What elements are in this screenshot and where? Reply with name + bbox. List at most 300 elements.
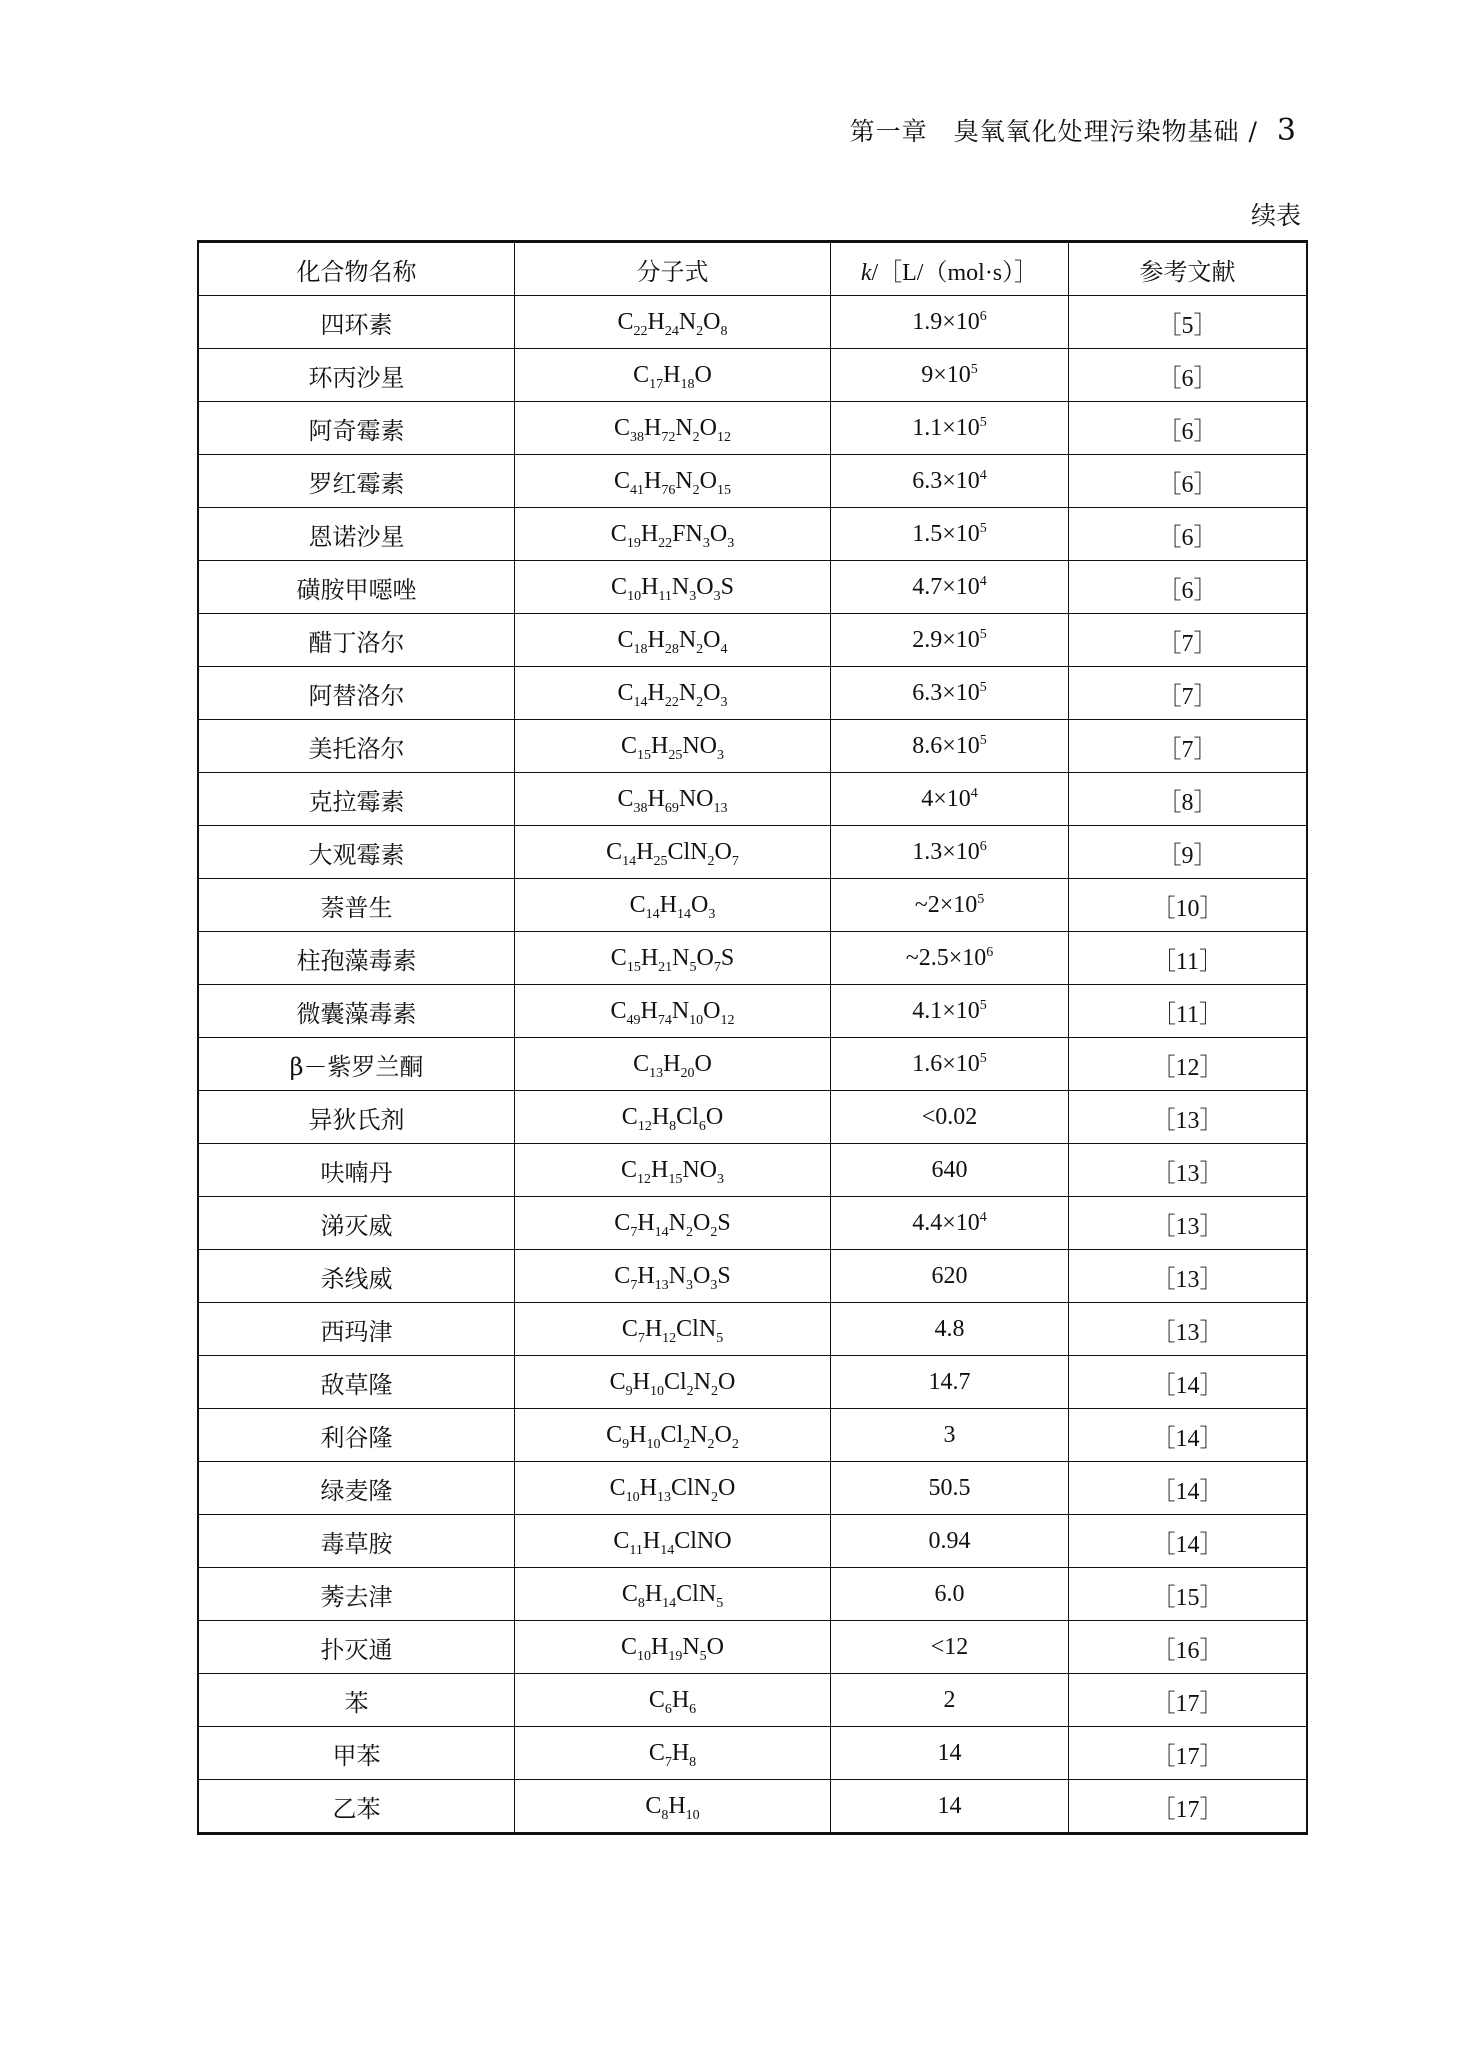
rate-exponent: 4 bbox=[979, 1209, 987, 1225]
reference-cell: ［11］ bbox=[1069, 932, 1308, 985]
compound-name-cell: 乙苯 bbox=[198, 1780, 515, 1834]
element-symbol: O bbox=[705, 1103, 724, 1130]
atom-count: 8 bbox=[720, 323, 728, 339]
reference-cell: ［15］ bbox=[1069, 1568, 1308, 1621]
rate-exponent: 5 bbox=[979, 520, 987, 536]
rate-value: 14 bbox=[937, 1792, 962, 1819]
atom-count: 14 bbox=[633, 694, 648, 710]
rate-constant-cell bbox=[831, 1780, 1069, 1834]
element-symbol: NO bbox=[678, 785, 714, 812]
atom-count: 8 bbox=[669, 1118, 677, 1134]
atom-count: 13 bbox=[713, 800, 728, 816]
times-ten: ×10 bbox=[942, 732, 980, 759]
element-symbol: C bbox=[633, 361, 650, 388]
element-symbol: H bbox=[651, 732, 669, 759]
formula-cell bbox=[515, 561, 831, 614]
times-ten: ×10 bbox=[939, 891, 978, 918]
rate-mantissa: 8.6 bbox=[912, 732, 943, 759]
rate-constant-cell bbox=[831, 296, 1069, 349]
rate-exponent: 5 bbox=[979, 732, 987, 748]
element-symbol: C bbox=[620, 732, 637, 759]
times-ten: ×10 bbox=[942, 573, 980, 600]
atom-count: 22 bbox=[658, 535, 673, 551]
element-symbol: C bbox=[648, 1686, 665, 1713]
compound-name-cell: 阿替洛尔 bbox=[198, 667, 515, 720]
atom-count: 12 bbox=[662, 1330, 677, 1346]
element-symbol: C bbox=[617, 626, 634, 653]
rate-constant-cell bbox=[831, 773, 1069, 826]
element-symbol: C bbox=[609, 1474, 626, 1501]
element-symbol: C bbox=[610, 944, 627, 971]
header-rate-constant bbox=[831, 242, 1069, 296]
element-symbol: C bbox=[617, 785, 634, 812]
element-symbol: C bbox=[610, 997, 627, 1024]
element-symbol: H bbox=[650, 1633, 669, 1660]
reference-cell: ［6］ bbox=[1069, 349, 1308, 402]
atom-count: 11 bbox=[658, 588, 672, 604]
formula-cell bbox=[515, 296, 831, 349]
rate-constant-cell bbox=[831, 1356, 1069, 1409]
atom-count: 12 bbox=[720, 1012, 735, 1028]
atom-count: 2 bbox=[711, 1383, 719, 1399]
atom-count: 10 bbox=[646, 1436, 661, 1452]
element-symbol: ClN bbox=[667, 838, 708, 865]
atom-count: 10 bbox=[689, 1012, 704, 1028]
element-symbol: N bbox=[678, 679, 697, 706]
element-symbol: H bbox=[640, 997, 658, 1024]
atom-count: 10 bbox=[649, 1383, 664, 1399]
atom-count: 13 bbox=[649, 1065, 664, 1081]
reference-cell: ［8］ bbox=[1069, 773, 1308, 826]
compound-name-cell: 萘普生 bbox=[198, 879, 515, 932]
element-symbol: H bbox=[647, 308, 665, 335]
compound-name-cell: 恩诺沙星 bbox=[198, 508, 515, 561]
table-row bbox=[198, 296, 1307, 349]
element-symbol: O bbox=[703, 308, 721, 335]
times-ten: ×10 bbox=[942, 626, 980, 653]
atom-count: 22 bbox=[633, 323, 648, 339]
atom-count: 9 bbox=[625, 1383, 633, 1399]
atom-count: 3 bbox=[710, 1277, 718, 1293]
compound-name-cell: 阿奇霉素 bbox=[198, 402, 515, 455]
rate-mantissa: 2.9 bbox=[912, 626, 943, 653]
element-symbol: N bbox=[678, 626, 697, 653]
compound-name-cell: 杀线威 bbox=[198, 1250, 515, 1303]
table-row bbox=[198, 455, 1307, 508]
running-head bbox=[850, 112, 1297, 148]
atom-count: 19 bbox=[626, 535, 641, 551]
table-row bbox=[198, 1462, 1307, 1515]
rate-exponent: 4 bbox=[970, 785, 978, 801]
compound-name-cell: 克拉霉素 bbox=[198, 773, 515, 826]
rate-mantissa: 4.7 bbox=[912, 573, 943, 600]
header-reference: 参考文献 bbox=[1069, 242, 1308, 296]
element-symbol: H bbox=[647, 679, 665, 706]
element-symbol: H bbox=[643, 467, 662, 494]
rate-constant-cell bbox=[831, 1409, 1069, 1462]
element-symbol: C bbox=[614, 1209, 631, 1236]
element-symbol: O bbox=[696, 573, 714, 600]
atom-count: 15 bbox=[717, 482, 732, 498]
table-row bbox=[198, 1621, 1307, 1674]
rate-constant-cell bbox=[831, 1091, 1069, 1144]
element-symbol: H bbox=[647, 626, 665, 653]
rate-mantissa: 1.5 bbox=[912, 520, 943, 547]
atom-count: 10 bbox=[625, 1489, 640, 1505]
atom-count: 15 bbox=[637, 747, 651, 763]
times-ten: ×10 bbox=[942, 520, 980, 547]
element-symbol: FN bbox=[672, 520, 703, 547]
rate-constant-cell bbox=[831, 508, 1069, 561]
element-symbol: C bbox=[606, 838, 623, 865]
atom-count: 14 bbox=[677, 906, 691, 922]
times-ten: ×10 bbox=[942, 838, 980, 865]
rate-value: <0.02 bbox=[921, 1103, 978, 1130]
table-row bbox=[198, 1409, 1307, 1462]
atom-count: 7 bbox=[637, 1330, 645, 1346]
rate-constant-cell bbox=[831, 455, 1069, 508]
element-symbol: H bbox=[651, 1103, 670, 1130]
rate-value: 620 bbox=[931, 1262, 968, 1289]
compound-name-cell: 大观霉素 bbox=[198, 826, 515, 879]
atom-count: 8 bbox=[689, 1754, 697, 1770]
times-ten: ×10 bbox=[933, 785, 971, 812]
atom-count: 14 bbox=[622, 853, 637, 869]
rate-exponent: 5 bbox=[979, 626, 987, 642]
table-row bbox=[198, 667, 1307, 720]
atom-count: 2 bbox=[686, 1383, 694, 1399]
formula-cell bbox=[515, 667, 831, 720]
atom-count: 5 bbox=[689, 959, 697, 975]
element-symbol: C bbox=[617, 679, 634, 706]
element-symbol: ClN bbox=[676, 1315, 717, 1342]
element-symbol: O bbox=[694, 1050, 712, 1077]
atom-count: 38 bbox=[629, 429, 644, 445]
running-title: 第一章 臭氧氧化处理污染物基础 / bbox=[849, 117, 1267, 146]
element-symbol: H bbox=[639, 1474, 657, 1501]
element-symbol: C bbox=[621, 1315, 638, 1342]
rate-constant-cell bbox=[831, 614, 1069, 667]
compound-name-cell: 微囊藻毒素 bbox=[198, 985, 515, 1038]
compound-name-cell: 涕灭威 bbox=[198, 1197, 515, 1250]
element-symbol: NO bbox=[682, 1156, 718, 1183]
element-symbol: C bbox=[629, 891, 646, 918]
table-row bbox=[198, 826, 1307, 879]
atom-count: 10 bbox=[685, 1807, 700, 1823]
rate-constant-cell bbox=[831, 1462, 1069, 1515]
compound-rate-table bbox=[197, 240, 1308, 1835]
reference-cell: ［7］ bbox=[1069, 667, 1308, 720]
rate-value: 14.7 bbox=[928, 1368, 971, 1395]
rate-constant-cell bbox=[831, 1144, 1069, 1197]
rate-mantissa: 1.6 bbox=[912, 1050, 943, 1077]
element-symbol: O bbox=[718, 1474, 736, 1501]
element-symbol: N bbox=[671, 997, 690, 1024]
atom-count: 17 bbox=[649, 376, 664, 392]
atom-count: 25 bbox=[668, 747, 683, 763]
atom-count: 25 bbox=[653, 853, 668, 869]
atom-count: 11 bbox=[629, 1542, 643, 1558]
atom-count: 2 bbox=[686, 1224, 693, 1240]
page-number: 3 bbox=[1276, 113, 1297, 148]
rate-constant-cell bbox=[831, 932, 1069, 985]
element-symbol: O bbox=[696, 944, 714, 971]
rate-value: 0.94 bbox=[928, 1527, 971, 1554]
rate-value: 640 bbox=[931, 1156, 968, 1183]
atom-count: 2 bbox=[707, 853, 715, 869]
reference-cell: ［6］ bbox=[1069, 508, 1308, 561]
table-row bbox=[198, 402, 1307, 455]
atom-count: 6 bbox=[689, 1701, 697, 1717]
formula-cell bbox=[515, 1727, 831, 1780]
rate-constant-cell bbox=[831, 1038, 1069, 1091]
rate-exponent: 6 bbox=[979, 308, 987, 324]
table-row bbox=[198, 508, 1307, 561]
rate-exponent: 5 bbox=[970, 361, 978, 377]
atom-count: 3 bbox=[686, 1277, 693, 1293]
element-symbol: ClNO bbox=[674, 1527, 732, 1554]
table-row bbox=[198, 1674, 1307, 1727]
reference-cell: ［7］ bbox=[1069, 720, 1308, 773]
element-symbol: O bbox=[706, 1633, 725, 1660]
formula-cell bbox=[515, 720, 831, 773]
element-symbol: Cl bbox=[660, 1421, 684, 1448]
element-symbol: O bbox=[703, 626, 721, 653]
formula-cell bbox=[515, 1303, 831, 1356]
formula-cell bbox=[515, 455, 831, 508]
compound-name-cell: 甲苯 bbox=[198, 1727, 515, 1780]
rate-constant-cell bbox=[831, 561, 1069, 614]
element-symbol: C bbox=[620, 1156, 637, 1183]
reference-cell: ［17］ bbox=[1069, 1780, 1308, 1834]
compound-name-cell: 毒草胺 bbox=[198, 1515, 515, 1568]
element-symbol: O bbox=[693, 1262, 711, 1289]
times-ten: ×10 bbox=[948, 944, 987, 971]
times-ten: ×10 bbox=[942, 414, 980, 441]
continued-label: 续表 bbox=[1250, 201, 1301, 230]
rate-constant-cell bbox=[831, 720, 1069, 773]
formula-cell bbox=[515, 1250, 831, 1303]
compound-name-cell: 莠去津 bbox=[198, 1568, 515, 1621]
reference-cell: ［9］ bbox=[1069, 826, 1308, 879]
element-symbol: N bbox=[668, 1209, 686, 1236]
element-symbol: O bbox=[699, 467, 718, 494]
atom-count: 12 bbox=[637, 1171, 651, 1187]
element-symbol: C bbox=[645, 1792, 662, 1819]
table-row bbox=[198, 561, 1307, 614]
element-symbol: O bbox=[718, 1368, 736, 1395]
rate-mantissa: 6.3 bbox=[912, 679, 943, 706]
atom-count: 12 bbox=[637, 1118, 652, 1134]
element-symbol: S bbox=[720, 573, 734, 600]
atom-count: 76 bbox=[661, 482, 676, 498]
rate-exponent: 5 bbox=[979, 414, 987, 430]
element-symbol: C bbox=[617, 308, 634, 335]
atom-count: 2 bbox=[696, 323, 704, 339]
rate-mantissa: 1.9 bbox=[912, 308, 943, 335]
element-symbol: ClN bbox=[671, 1474, 712, 1501]
formula-cell bbox=[515, 508, 831, 561]
compound-name-cell: 四环素 bbox=[198, 296, 515, 349]
atom-count: 28 bbox=[664, 641, 679, 657]
compound-name-cell: 环丙沙星 bbox=[198, 349, 515, 402]
formula-cell bbox=[515, 932, 831, 985]
formula-cell bbox=[515, 1674, 831, 1727]
formula-cell bbox=[515, 1038, 831, 1091]
element-symbol: N bbox=[668, 1262, 686, 1289]
element-symbol: ClN bbox=[676, 1580, 717, 1607]
atom-count: 2 bbox=[683, 1436, 691, 1452]
reference-cell: ［17］ bbox=[1069, 1674, 1308, 1727]
atom-count: 2 bbox=[731, 1436, 739, 1452]
atom-count: 5 bbox=[699, 1648, 707, 1664]
reference-cell: ［14］ bbox=[1069, 1515, 1308, 1568]
atom-count: 18 bbox=[633, 641, 648, 657]
atom-count: 12 bbox=[717, 429, 732, 445]
formula-cell bbox=[515, 1568, 831, 1621]
formula-cell bbox=[515, 1515, 831, 1568]
reference-cell: ［13］ bbox=[1069, 1091, 1308, 1144]
compound-name-cell: 扑灭通 bbox=[198, 1621, 515, 1674]
element-symbol: H bbox=[637, 1209, 655, 1236]
formula-cell bbox=[515, 1091, 831, 1144]
times-ten: ×10 bbox=[942, 679, 980, 706]
rate-exponent: 5 bbox=[979, 997, 987, 1013]
atom-count: 2 bbox=[696, 641, 704, 657]
atom-count: 74 bbox=[657, 1012, 672, 1028]
rate-constant-cell bbox=[831, 349, 1069, 402]
times-ten: ×10 bbox=[933, 361, 971, 388]
element-symbol: H bbox=[632, 1368, 650, 1395]
atom-count: 72 bbox=[661, 429, 676, 445]
compound-name-cell: 醋丁洛尔 bbox=[198, 614, 515, 667]
element-symbol: C bbox=[613, 467, 630, 494]
element-symbol: NO bbox=[682, 732, 718, 759]
element-symbol: C bbox=[621, 1103, 638, 1130]
table-row bbox=[198, 879, 1307, 932]
rate-value: 2 bbox=[943, 1686, 956, 1713]
table-row bbox=[198, 1091, 1307, 1144]
reference-cell: ［5］ bbox=[1069, 296, 1308, 349]
formula-cell bbox=[515, 1144, 831, 1197]
element-symbol: H bbox=[629, 1421, 647, 1448]
rate-constant-cell bbox=[831, 1727, 1069, 1780]
table-row bbox=[198, 614, 1307, 667]
formula-cell bbox=[515, 985, 831, 1038]
atom-count: 7 bbox=[713, 959, 721, 975]
formula-cell bbox=[515, 879, 831, 932]
table-row bbox=[198, 1144, 1307, 1197]
compound-name-cell: 罗红霉素 bbox=[198, 455, 515, 508]
table-row bbox=[198, 720, 1307, 773]
compound-name-cell: β－紫罗兰酮 bbox=[198, 1038, 515, 1091]
element-symbol: H bbox=[641, 573, 659, 600]
times-ten: ×10 bbox=[942, 997, 980, 1024]
atom-count: 13 bbox=[657, 1489, 671, 1505]
rate-constant-cell bbox=[831, 826, 1069, 879]
compound-name-cell: 磺胺甲噁唑 bbox=[198, 561, 515, 614]
times-ten: ×10 bbox=[942, 1209, 980, 1236]
table-row bbox=[198, 773, 1307, 826]
atom-count: 15 bbox=[626, 959, 641, 975]
atom-count: 41 bbox=[629, 482, 644, 498]
element-symbol: C bbox=[611, 573, 628, 600]
rate-value: 50.5 bbox=[928, 1474, 971, 1501]
element-symbol: N bbox=[678, 308, 697, 335]
reference-cell: ［7］ bbox=[1069, 614, 1308, 667]
table-row bbox=[198, 985, 1307, 1038]
rate-value: 6.0 bbox=[934, 1580, 965, 1607]
rate-constant-cell bbox=[831, 667, 1069, 720]
reference-cell: ［11］ bbox=[1069, 985, 1308, 1038]
element-symbol: N bbox=[675, 414, 693, 441]
reference-cell: ［17］ bbox=[1069, 1727, 1308, 1780]
element-symbol: N bbox=[675, 467, 693, 494]
element-symbol: Cl bbox=[663, 1368, 687, 1395]
element-symbol: O bbox=[714, 1421, 732, 1448]
element-symbol: H bbox=[671, 1739, 690, 1766]
rate-exponent: 4 bbox=[979, 467, 987, 483]
atom-count: 19 bbox=[668, 1648, 683, 1664]
atom-count: 2 bbox=[711, 1489, 719, 1505]
reference-cell: ［6］ bbox=[1069, 402, 1308, 455]
header-compound-name: 化合物名称 bbox=[198, 242, 515, 296]
rate-mantissa: 9 bbox=[921, 361, 934, 388]
rate-mantissa: 1.3 bbox=[912, 838, 943, 865]
table-row bbox=[198, 1515, 1307, 1568]
table-row bbox=[198, 1250, 1307, 1303]
times-ten: ×10 bbox=[942, 308, 980, 335]
atom-count: 15 bbox=[668, 1171, 683, 1187]
atom-count: 3 bbox=[727, 535, 735, 551]
atom-count: 3 bbox=[717, 1171, 725, 1187]
atom-count: 7 bbox=[630, 1224, 638, 1240]
element-symbol: S bbox=[717, 1262, 731, 1289]
reference-cell: ［14］ bbox=[1069, 1462, 1308, 1515]
atom-count: 3 bbox=[713, 588, 721, 604]
table-row bbox=[198, 932, 1307, 985]
rate-constant-cell bbox=[831, 1303, 1069, 1356]
element-symbol: H bbox=[643, 414, 662, 441]
atom-count: 20 bbox=[680, 1065, 695, 1081]
element-symbol: H bbox=[651, 1156, 669, 1183]
compound-name-cell: 柱孢藻毒素 bbox=[198, 932, 515, 985]
atom-count: 2 bbox=[696, 694, 704, 710]
element-symbol: O bbox=[691, 891, 709, 918]
rate-exponent: 6 bbox=[986, 944, 994, 960]
formula-cell bbox=[515, 1409, 831, 1462]
atom-count: 5 bbox=[716, 1595, 724, 1611]
element-symbol: H bbox=[640, 944, 659, 971]
atom-count: 14 bbox=[654, 1224, 669, 1240]
table-row bbox=[198, 1727, 1307, 1780]
atom-count: 7 bbox=[731, 853, 739, 869]
atom-count: 7 bbox=[630, 1277, 638, 1293]
formula-cell bbox=[515, 1780, 831, 1834]
formula-cell bbox=[515, 773, 831, 826]
atom-count: 3 bbox=[689, 588, 697, 604]
atom-count: 2 bbox=[692, 429, 700, 445]
element-symbol: C bbox=[621, 1580, 638, 1607]
rate-exponent: 4 bbox=[979, 573, 987, 589]
atom-count: 7 bbox=[664, 1754, 672, 1770]
rate-mantissa: 4 bbox=[921, 785, 934, 812]
formula-cell bbox=[515, 402, 831, 455]
rate-value: 4.8 bbox=[934, 1315, 965, 1342]
atom-count: 6 bbox=[698, 1118, 706, 1134]
table-body bbox=[198, 296, 1307, 1834]
table-row bbox=[198, 349, 1307, 402]
